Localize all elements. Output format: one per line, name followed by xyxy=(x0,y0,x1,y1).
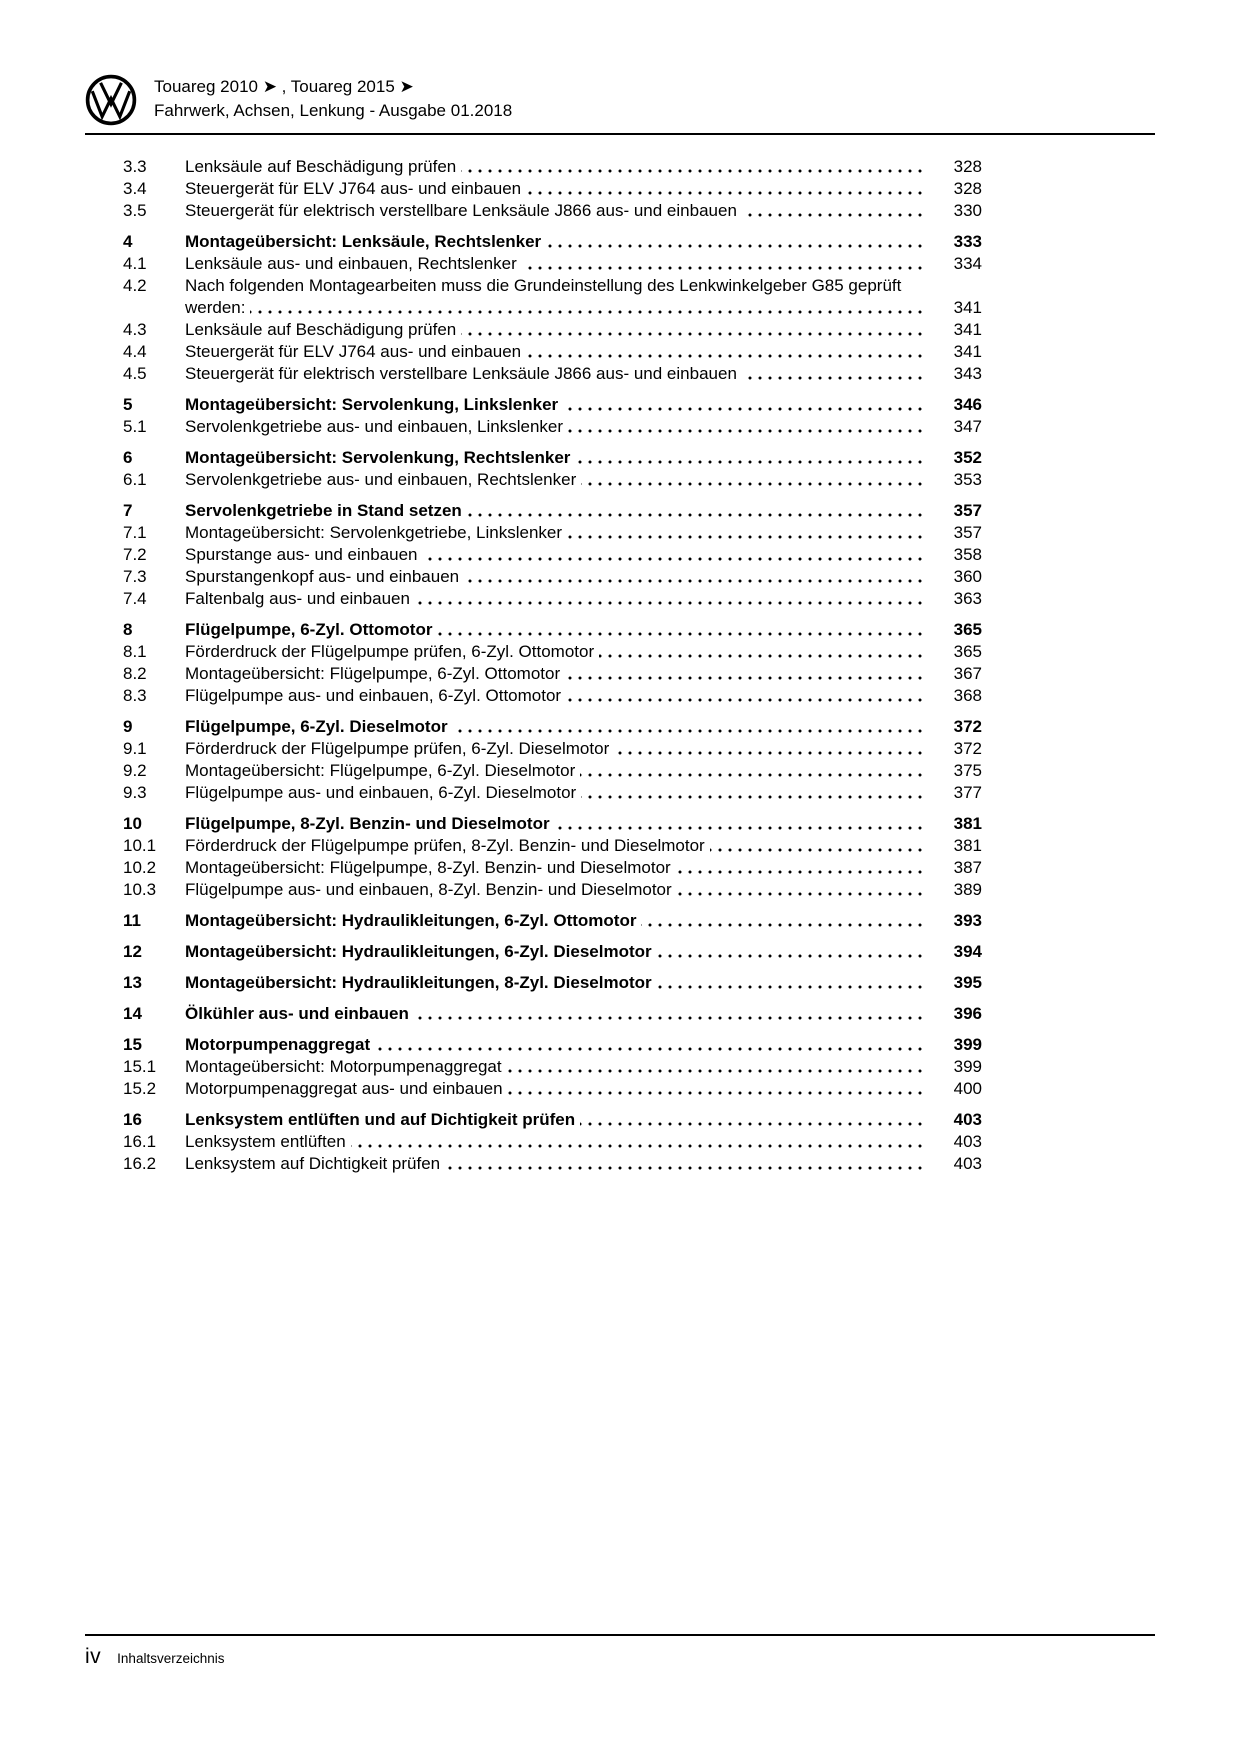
toc-entry xyxy=(123,341,982,363)
toc-entry-title: Montageübersicht: Flügelpumpe, 6-Zyl. Ottomotor xyxy=(185,664,565,683)
toc-entry-page: 333 xyxy=(953,232,982,251)
toc-entry-text xyxy=(185,1034,936,1056)
toc-entry-page: 365 xyxy=(953,620,982,639)
toc-entry-page: 400 xyxy=(953,1079,982,1098)
toc-entry-page: 387 xyxy=(953,858,982,877)
toc-entry xyxy=(123,200,982,222)
toc-entry xyxy=(123,1109,982,1131)
toc-entry xyxy=(123,275,982,319)
toc-entry-title: Flügelpumpe, 8-Zyl. Benzin- und Dieselmotor xyxy=(185,814,555,833)
toc-entry-text xyxy=(185,469,936,491)
toc-entry-page: 403 xyxy=(953,1132,982,1151)
toc-entry-text xyxy=(185,416,936,438)
toc-entry-text xyxy=(185,716,936,738)
toc-entry-number: 16.1 xyxy=(123,1132,157,1151)
toc-entry-number: 10.1 xyxy=(123,836,157,855)
toc-entry-text xyxy=(185,813,936,835)
toc-entry-text xyxy=(185,1003,936,1025)
toc-entry xyxy=(123,1056,982,1078)
toc-entry-page: 389 xyxy=(953,880,982,899)
toc-entry xyxy=(123,156,982,178)
toc-entry-number: 8.1 xyxy=(123,642,147,661)
toc-entry-number: 8.2 xyxy=(123,664,147,683)
toc-entry xyxy=(123,663,982,685)
toc-entry-text xyxy=(185,156,936,178)
toc-entry-page: 393 xyxy=(953,911,982,930)
toc-entry-number: 15.2 xyxy=(123,1079,157,1098)
toc-entry-title: Förderdruck der Flügelpumpe prüfen, 8-Zyl. Benzin- und Dieselmotor xyxy=(185,836,710,855)
toc-entry-page: 358 xyxy=(953,545,982,564)
toc-entry-text xyxy=(185,341,936,363)
toc-entry-page: 334 xyxy=(953,254,982,273)
toc-entry-page: 381 xyxy=(953,836,982,855)
toc-entry-text xyxy=(185,641,936,663)
toc-entry-page: 341 xyxy=(953,320,982,339)
toc-entry-title: Steuergerät für elektrisch verstellbare Lenksäule J866 aus- und einbauen xyxy=(185,364,742,383)
toc-entry xyxy=(123,619,982,641)
toc-entry xyxy=(123,760,982,782)
toc-entry-number: 4.3 xyxy=(123,320,147,339)
toc-entry-title: Montageübersicht: Hydraulikleitungen, 6-Zyl. Dieselmotor xyxy=(185,942,657,961)
toc-entry-text xyxy=(185,910,936,932)
toc-entry-title: Förderdruck der Flügelpumpe prüfen, 6-Zyl. Dieselmotor xyxy=(185,739,614,758)
toc-entry-number: 7.2 xyxy=(123,545,147,564)
toc-entry-number: 7.4 xyxy=(123,589,147,608)
toc-entry-number: 5 xyxy=(123,395,133,414)
toc-entry-number: 3.5 xyxy=(123,201,147,220)
toc-entry-page: 343 xyxy=(953,364,982,383)
toc-entry-number: 10.2 xyxy=(123,858,157,877)
toc-entry-number: 9.3 xyxy=(123,783,147,802)
toc-entry-title: Flügelpumpe aus- und einbauen, 6-Zyl. Ottomotor xyxy=(185,686,566,705)
toc-entry xyxy=(123,1003,982,1025)
toc-entry-text xyxy=(185,941,936,963)
toc-entry-page: 375 xyxy=(953,761,982,780)
toc-entry-title: Spurstange aus- und einbauen xyxy=(185,545,423,564)
toc-entry-number: 11 xyxy=(123,911,141,930)
toc-entry-text xyxy=(185,1056,936,1078)
toc-entry-number: 3.4 xyxy=(123,179,147,198)
toc-entry-title: Montageübersicht: Motorpumpenaggregat xyxy=(185,1057,507,1076)
toc-entry-text xyxy=(185,200,936,222)
toc-entry xyxy=(123,500,982,522)
toc-entry-page: 372 xyxy=(953,739,982,758)
toc-entry xyxy=(123,716,982,738)
toc-entry-page: 341 xyxy=(953,298,982,317)
header-subject-line: Fahrwerk, Achsen, Lenkung - Ausgabe 01.2018 xyxy=(154,101,513,120)
toc-entry-title: Flügelpumpe aus- und einbauen, 8-Zyl. Benzin- und Dieselmotor xyxy=(185,880,677,899)
vw-logo xyxy=(85,74,137,126)
toc-entry xyxy=(123,319,982,341)
toc-entry-page: 367 xyxy=(953,664,982,683)
toc-entry-page: 360 xyxy=(953,567,982,586)
toc-entry-number: 4 xyxy=(123,232,133,251)
toc-entry xyxy=(123,363,982,385)
toc-entry-number: 15 xyxy=(123,1035,142,1054)
toc-entry-title: Lenksäule auf Beschädigung prüfen xyxy=(185,320,461,339)
toc-entry-title: Lenksystem auf Dichtigkeit prüfen xyxy=(185,1154,445,1173)
toc-entry-number: 7.3 xyxy=(123,567,147,586)
toc-entry-text xyxy=(185,544,936,566)
toc-entry-number: 16.2 xyxy=(123,1154,157,1173)
toc-entry-title: Ölkühler aus- und einbauen xyxy=(185,1004,414,1023)
toc-entry-number: 12 xyxy=(123,942,142,961)
toc-entry-text xyxy=(185,835,936,857)
toc-entry-page: 352 xyxy=(953,448,982,467)
toc-entry-title: Förderdruck der Flügelpumpe prüfen, 6-Zyl. Ottomotor xyxy=(185,642,599,661)
toc-entry-text xyxy=(185,760,936,782)
toc-entry xyxy=(123,394,982,416)
toc-entry-text xyxy=(185,972,936,994)
toc-entry-page: 399 xyxy=(953,1035,982,1054)
toc-entry-text xyxy=(185,1109,936,1131)
toc-entry xyxy=(123,522,982,544)
toc-entry-number: 16 xyxy=(123,1110,142,1129)
toc-entry-text xyxy=(185,394,936,416)
toc-entry-page: 399 xyxy=(953,1057,982,1076)
toc-entry-page: 377 xyxy=(953,783,982,802)
toc-entry-title: Servolenkgetriebe in Stand setzen xyxy=(185,501,467,520)
toc-entry xyxy=(123,972,982,994)
toc-entry-title: Montageübersicht: Servolenkung, Linkslenker xyxy=(185,395,563,414)
toc-entry-page: 357 xyxy=(953,523,982,542)
toc-entry xyxy=(123,1034,982,1056)
toc-entry-page: 403 xyxy=(953,1154,982,1173)
toc-entry-page: 372 xyxy=(953,717,982,736)
page-footer xyxy=(85,1634,1155,1669)
toc-entry-number: 4.2 xyxy=(123,276,147,295)
toc-entry-title: Montageübersicht: Hydraulikleitungen, 8-Zyl. Dieselmotor xyxy=(185,973,657,992)
toc-entry xyxy=(123,416,982,438)
toc-entry-page: 381 xyxy=(953,814,982,833)
toc-entry-page: 394 xyxy=(953,942,982,961)
toc-entry-title: Montageübersicht: Lenksäule, Rechtslenker xyxy=(185,232,546,251)
toc-entry-text xyxy=(185,275,936,319)
toc-entry xyxy=(123,544,982,566)
toc-entry-number: 8 xyxy=(123,620,133,639)
toc-entry-title: Lenksäule auf Beschädigung prüfen xyxy=(185,157,461,176)
toc-entry-number: 7 xyxy=(123,501,133,520)
vw-logo-graphic xyxy=(85,74,137,126)
toc-entry-text xyxy=(185,685,936,707)
toc-entry-title: Spurstangenkopf aus- und einbauen xyxy=(185,567,464,586)
toc-entry-text xyxy=(185,1131,936,1153)
toc-entry-title: Lenksystem entlüften xyxy=(185,1132,351,1151)
toc-entry-page: 346 xyxy=(953,395,982,414)
toc-entry xyxy=(123,178,982,200)
toc-entry-number: 10 xyxy=(123,814,142,833)
toc-entry-number: 15.1 xyxy=(123,1057,157,1076)
toc-entry-title: Servolenkgetriebe aus- und einbauen, Rechtslenker xyxy=(185,470,581,489)
toc-entry-text xyxy=(185,782,936,804)
toc-entry-title: Montageübersicht: Servolenkung, Rechtslenker xyxy=(185,448,575,467)
toc-entry xyxy=(123,1078,982,1100)
toc-entry-title: Montageübersicht: Flügelpumpe, 6-Zyl. Dieselmotor xyxy=(185,761,580,780)
toc-entry-text xyxy=(185,879,936,901)
toc-entry-title: Lenksäule aus- und einbauen, Rechtslenker xyxy=(185,254,522,273)
toc-entry-number: 9.1 xyxy=(123,739,147,758)
toc-entry-text xyxy=(185,619,936,641)
toc-entry-text xyxy=(185,1078,936,1100)
footer-section-label: Inhaltsverzeichnis xyxy=(117,1651,225,1666)
toc-entry-page: 353 xyxy=(953,470,982,489)
toc-entry-title: Faltenbalg aus- und einbauen xyxy=(185,589,415,608)
toc-entry-text xyxy=(185,500,936,522)
toc-entry-number: 5.1 xyxy=(123,417,147,436)
toc-entry-text xyxy=(185,663,936,685)
toc-entry-number: 14 xyxy=(123,1004,142,1023)
toc-entry xyxy=(123,566,982,588)
toc-entry-title: Steuergerät für ELV J764 aus- und einbauen xyxy=(185,179,526,198)
toc-entry-page: 403 xyxy=(953,1110,982,1129)
toc-entry xyxy=(123,685,982,707)
toc-entry-page: 357 xyxy=(953,501,982,520)
toc-entry xyxy=(123,782,982,804)
header-model-line: Touareg 2010 ➤ , Touareg 2015 ➤ xyxy=(154,77,414,96)
toc-entry-text xyxy=(185,566,936,588)
toc-entry-title: Flügelpumpe, 6-Zyl. Ottomotor xyxy=(185,620,437,639)
toc-entry-page: 330 xyxy=(953,201,982,220)
toc-entry-title: Flügelpumpe aus- und einbauen, 6-Zyl. Dieselmotor xyxy=(185,783,581,802)
toc-entry-page: 365 xyxy=(953,642,982,661)
toc-entry-text xyxy=(185,588,936,610)
toc-entry xyxy=(123,588,982,610)
toc-entry-title: Montageübersicht: Servolenkgetriebe, Linkslenker xyxy=(185,523,567,542)
toc-entry-title: Montageübersicht: Hydraulikleitungen, 6-Zyl. Ottomotor xyxy=(185,911,641,930)
toc-entry xyxy=(123,641,982,663)
header-text xyxy=(154,74,512,123)
toc-entry xyxy=(123,738,982,760)
toc-entry-number: 4.5 xyxy=(123,364,147,383)
toc-entry xyxy=(123,910,982,932)
toc-entry xyxy=(123,857,982,879)
toc-entry-page: 328 xyxy=(953,157,982,176)
toc-entry xyxy=(123,447,982,469)
toc-entry-text xyxy=(185,253,936,275)
toc-entry xyxy=(123,835,982,857)
toc-entry xyxy=(123,469,982,491)
toc-entry-title: Steuergerät für ELV J764 aus- und einbauen xyxy=(185,342,526,361)
page-header xyxy=(85,74,1155,135)
toc-entry-number: 7.1 xyxy=(123,523,147,542)
toc-entry-title: Nach folgenden Montagearbeiten muss die Grundeinstellung des Lenkwinkelgeber G85 geprüft werden: xyxy=(185,276,902,317)
toc-entry-number: 9.2 xyxy=(123,761,147,780)
page-number-roman: iv xyxy=(85,1645,102,1668)
toc-entry-text xyxy=(185,178,936,200)
toc-entry-number: 4.1 xyxy=(123,254,147,273)
toc-entry-title: Steuergerät für elektrisch verstellbare Lenksäule J866 aus- und einbauen xyxy=(185,201,742,220)
toc-entry-text xyxy=(185,231,936,253)
toc-entry-page: 347 xyxy=(953,417,982,436)
toc-entry-title: Motorpumpenaggregat aus- und einbauen xyxy=(185,1079,508,1098)
toc-entry xyxy=(123,813,982,835)
toc-entry-number: 9 xyxy=(123,717,133,736)
toc-entry-text xyxy=(185,363,936,385)
toc-entry xyxy=(123,1131,982,1153)
toc-entry-number: 3.3 xyxy=(123,157,147,176)
toc-entry-text xyxy=(185,1153,936,1175)
toc-entry-page: 341 xyxy=(953,342,982,361)
toc-entry-title: Lenksystem entlüften und auf Dichtigkeit prüfen xyxy=(185,1110,580,1129)
toc-entry-number: 10.3 xyxy=(123,880,157,899)
toc-entry-text xyxy=(185,522,936,544)
toc-entry-page: 395 xyxy=(953,973,982,992)
toc-entry-number: 6.1 xyxy=(123,470,147,489)
toc-entry-text xyxy=(185,447,936,469)
toc-entry-number: 4.4 xyxy=(123,342,147,361)
toc-entry xyxy=(123,879,982,901)
toc-entry-page: 363 xyxy=(953,589,982,608)
toc-entry xyxy=(123,1153,982,1175)
toc-entry-page: 328 xyxy=(953,179,982,198)
toc-entry-page: 368 xyxy=(953,686,982,705)
toc-list xyxy=(123,156,982,1175)
toc-entry-text xyxy=(185,857,936,879)
toc-entry-page: 396 xyxy=(953,1004,982,1023)
toc-entry-title: Servolenkgetriebe aus- und einbauen, Linkslenker xyxy=(185,417,568,436)
toc-entry-title: Montageübersicht: Flügelpumpe, 8-Zyl. Benzin- und Dieselmotor xyxy=(185,858,676,877)
toc-entry-text xyxy=(185,738,936,760)
toc-entry xyxy=(123,253,982,275)
toc-entry-number: 13 xyxy=(123,973,142,992)
toc-entry-number: 8.3 xyxy=(123,686,147,705)
toc-entry-number: 6 xyxy=(123,448,133,467)
toc-entry-text xyxy=(185,319,936,341)
toc-entry-title: Motorpumpenaggregat xyxy=(185,1035,375,1054)
toc-entry-title: Flügelpumpe, 6-Zyl. Dieselmotor xyxy=(185,717,453,736)
toc-entry xyxy=(123,941,982,963)
toc-entry xyxy=(123,231,982,253)
